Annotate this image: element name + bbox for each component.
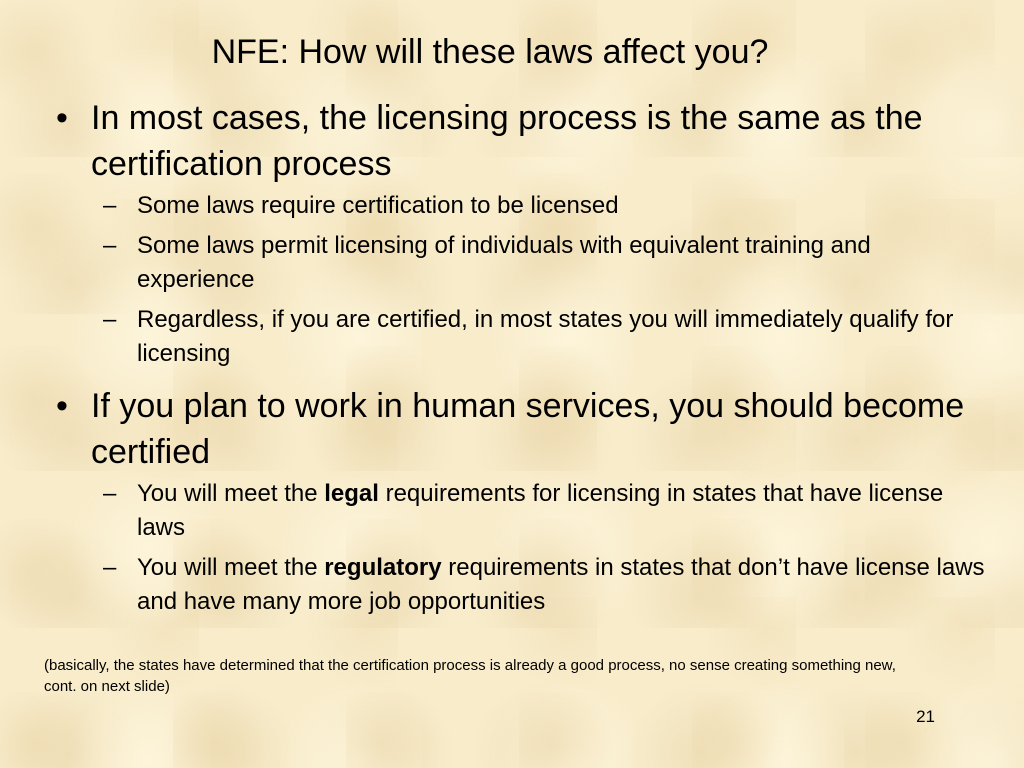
sub-bullet-immediately-qualify: [0, 303, 987, 371]
bullet-licensing-same: [0, 95, 971, 187]
sub-bullet-text: Some laws require certification to be licensed: [137, 192, 619, 219]
sub-list-licensing: [0, 189, 1024, 371]
sub-bullet-emphasis: regulatory: [324, 554, 442, 581]
sub-bullet-text-end: requirements for licensing in states that have license laws: [137, 480, 944, 541]
bullet-marker: •: [56, 387, 68, 425]
sub-bullet-text: Some laws permit licensing of individuals with equivalent training and experience: [137, 232, 871, 293]
sub-list-certified: [0, 477, 1024, 619]
sub-bullet-regulatory-requirements: [0, 551, 987, 619]
sub-bullet-text-start: You will meet the: [137, 554, 325, 581]
slide-content: [0, 95, 1024, 631]
sub-marker: –: [103, 554, 117, 581]
sub-marker: –: [103, 192, 117, 219]
sub-marker: –: [103, 306, 117, 333]
bullet-marker: •: [56, 99, 68, 137]
sub-bullet-text: Regardless, if you are certified, in most states you will immediately qualify for licensing: [137, 306, 954, 367]
page-number: 21: [916, 707, 935, 726]
slide-title: NFE: How will these laws affect you?: [211, 33, 769, 71]
bullet-text: In most cases, the licensing process is the same as the certification process: [91, 99, 923, 183]
sub-marker: –: [103, 232, 117, 259]
bullet-become-certified: [0, 383, 971, 475]
sub-bullet-text-start: You will meet the: [137, 480, 325, 507]
sub-bullet-legal-requirements: [0, 477, 987, 545]
sub-bullet-require-certification: [0, 189, 987, 223]
sub-bullet-text-end: requirements in states that don’t have license laws and have many more job opportunities: [137, 554, 985, 615]
sub-bullet-equivalent-training: [0, 229, 987, 297]
sub-bullet-emphasis: legal: [324, 480, 379, 507]
bullet-text: If you plan to work in human services, you should become certified: [91, 387, 965, 471]
sub-marker: –: [103, 480, 117, 507]
slide-footnote: (basically, the states have determined that the certification process is already a good process, no sense creating something new, cont. on next slide): [44, 657, 896, 695]
